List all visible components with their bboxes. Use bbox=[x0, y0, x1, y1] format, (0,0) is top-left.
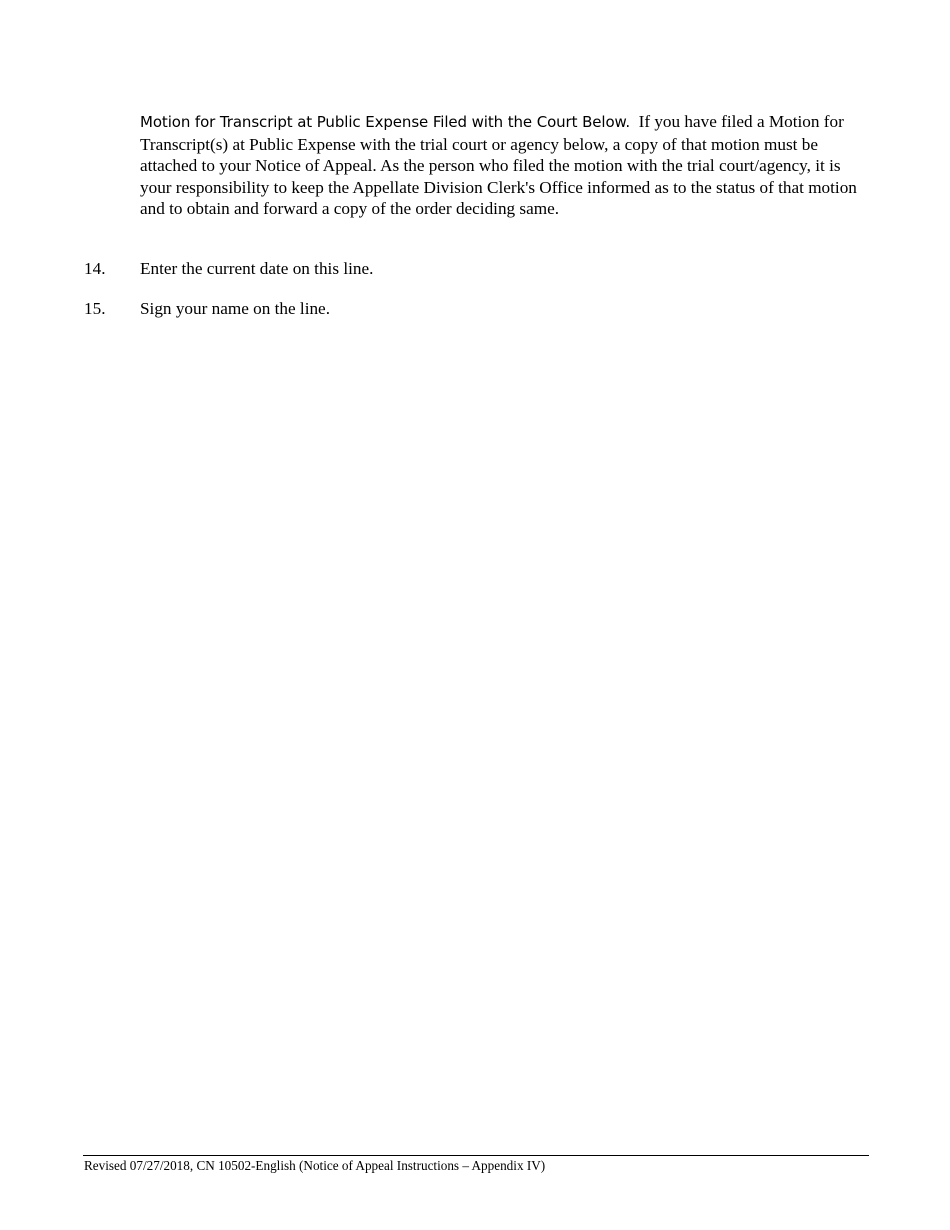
footer-revision-note: Revised 07/27/2018, CN 10502-English (Notice of Appeal Instructions – Appendix IV) bbox=[84, 1158, 546, 1173]
item-number: 14. bbox=[84, 259, 106, 278]
paragraph-heading: Motion for Transcript at Public Expense Filed with the Court Below. bbox=[140, 113, 630, 131]
paragraph-body: If you have filed a Motion for Transcript(s) at Public Expense with the trial court or agency below, a copy of that motion must be attached to your Notice of Appeal. As the person who filed the motion with the trial court/agency, it is your responsibility to keep the Appellate Division Clerk's Office informed as to the status of that motion and to obtain and forward a copy of the order deciding same. bbox=[140, 112, 857, 218]
item-number: 15. bbox=[84, 299, 106, 318]
item-text: Sign your name on the line. bbox=[140, 299, 330, 318]
transcript-motion-paragraph bbox=[140, 111, 868, 220]
item-text: Enter the current date on this line. bbox=[140, 259, 374, 278]
footer-divider bbox=[83, 1155, 869, 1156]
